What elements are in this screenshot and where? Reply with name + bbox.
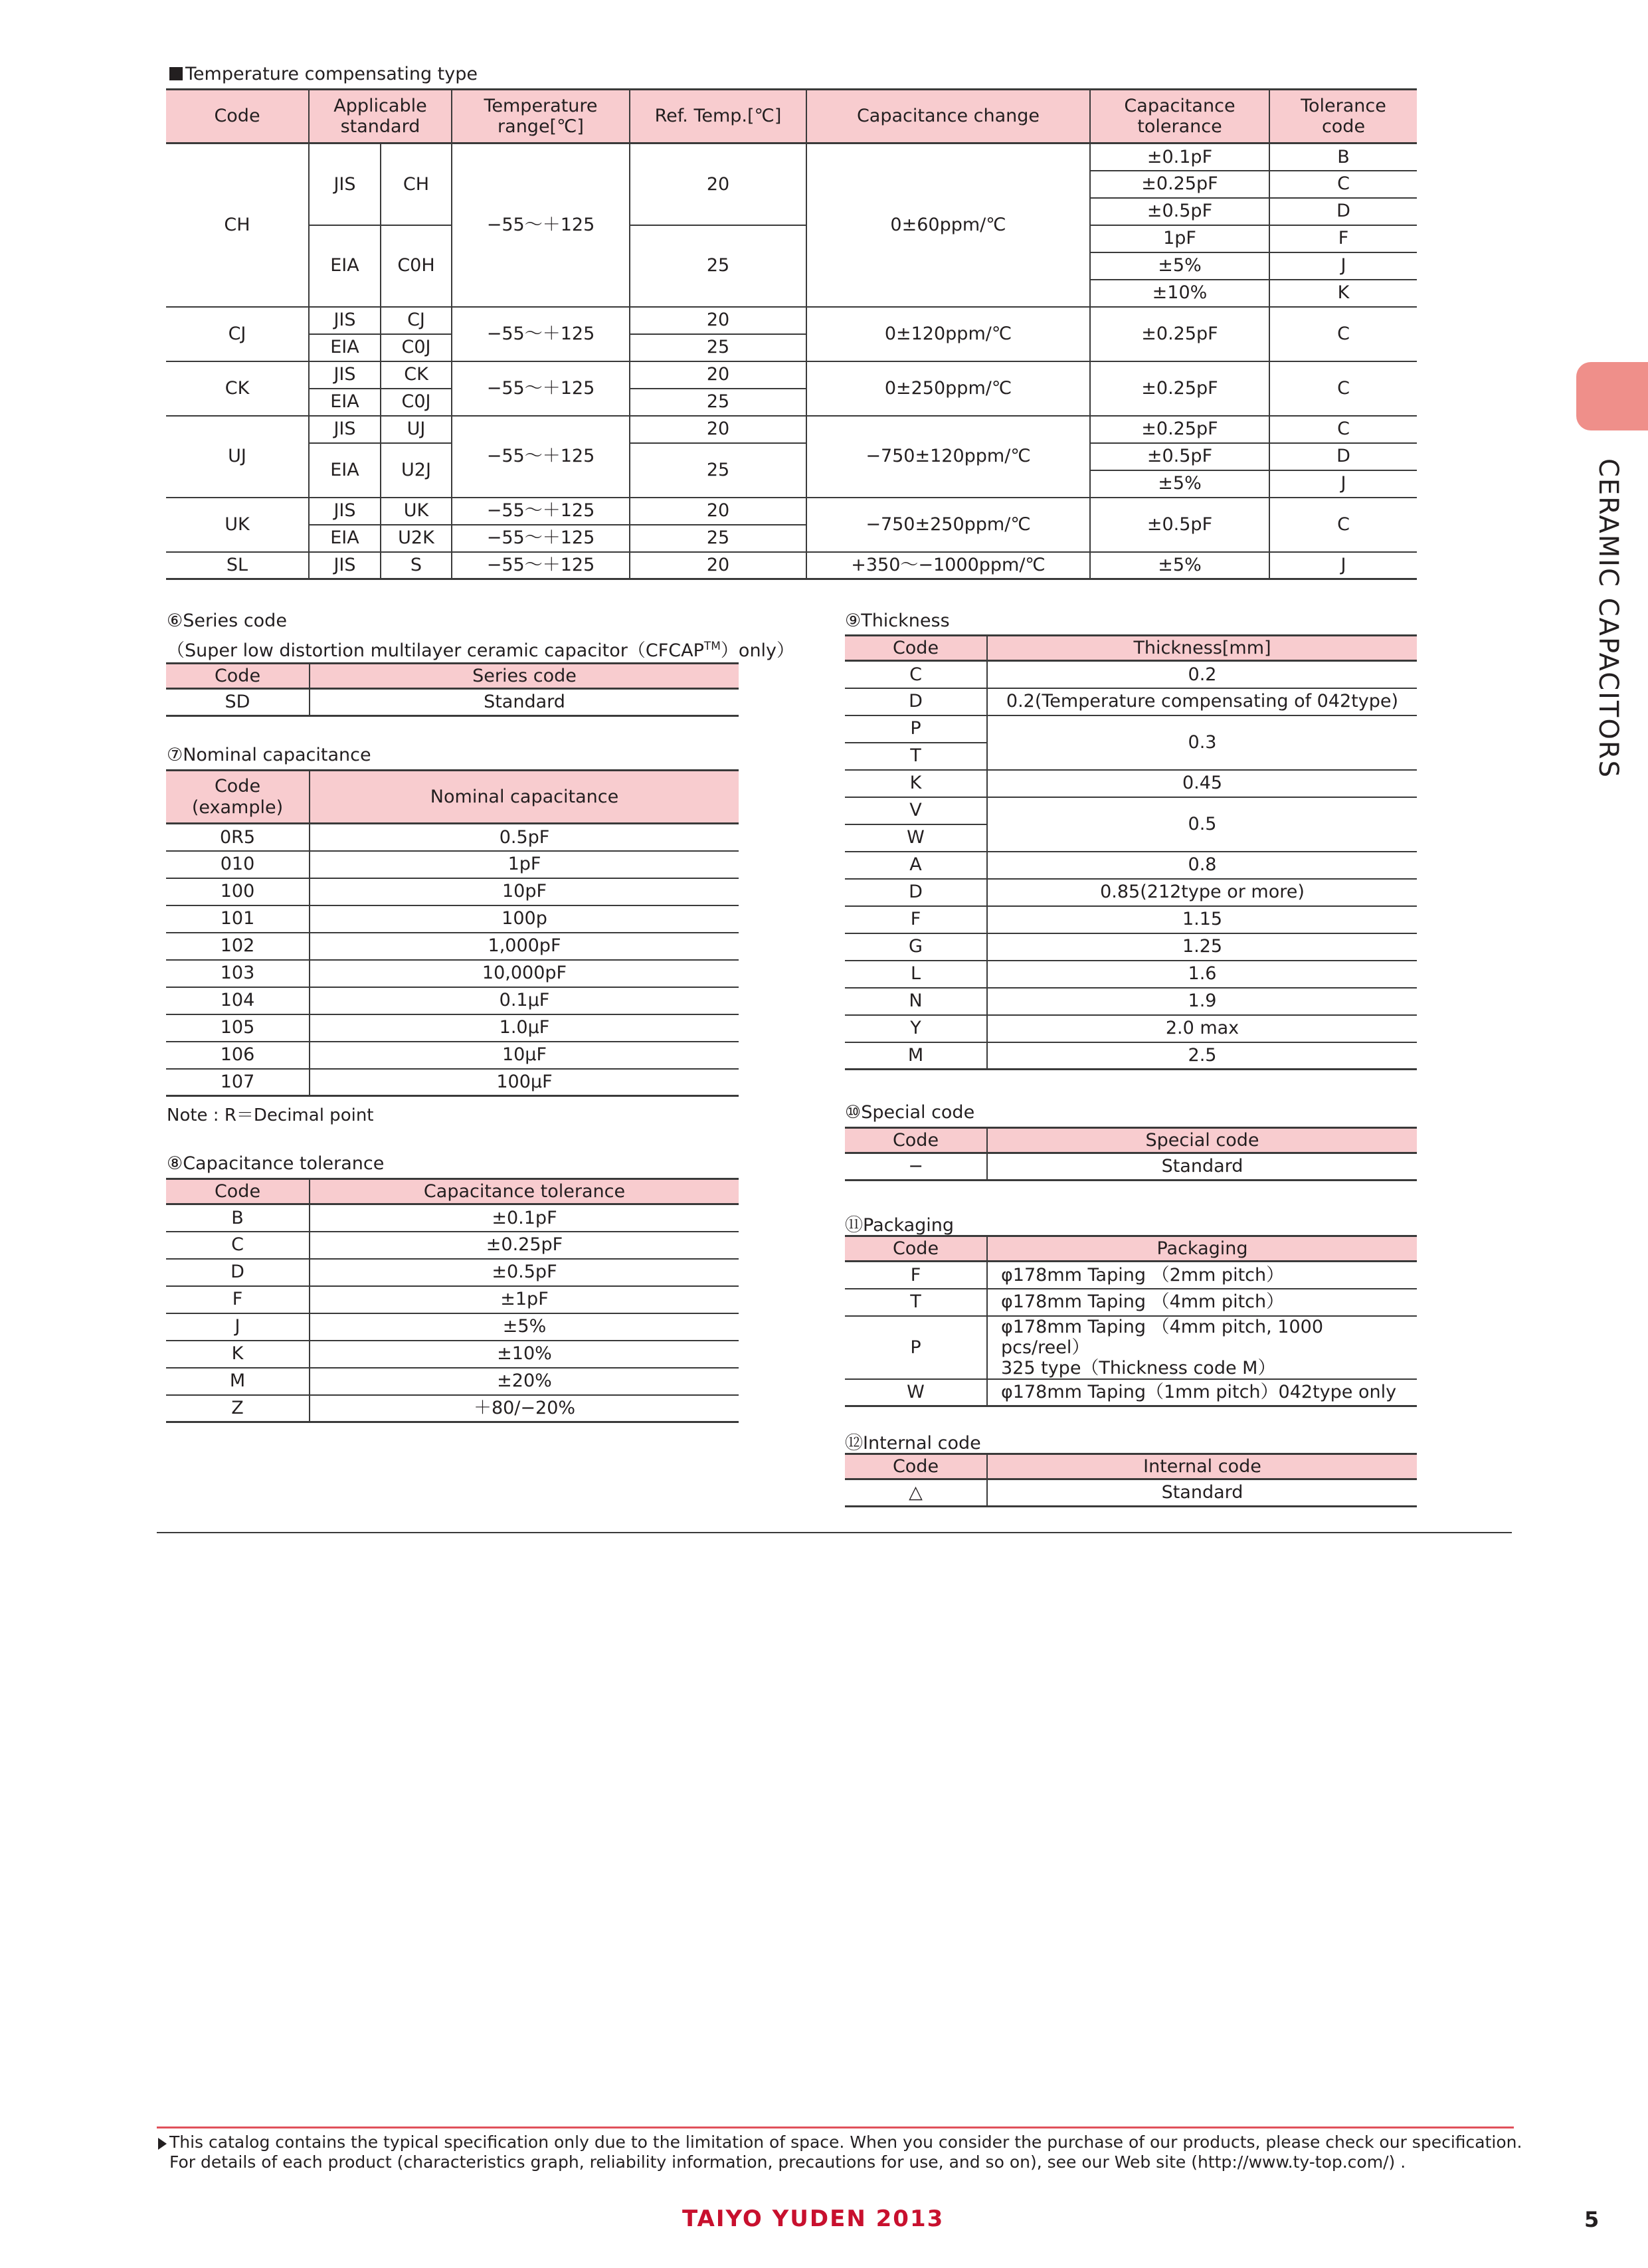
table-row: C ±0.25pF [166, 1232, 739, 1259]
table-row: − Standard [845, 1153, 1417, 1181]
table-row: F 1.15 [845, 906, 1417, 933]
table-row: A 0.8 [845, 852, 1417, 879]
table-row: 103 10,000pF [166, 960, 739, 987]
section-tab [1576, 362, 1648, 430]
tolerance-title: ⑧Capacitance tolerance [167, 1153, 385, 1174]
table-row: EIA C0J 25 [166, 389, 1417, 416]
internal-table: Code Internal code △ Standard [845, 1453, 1417, 1507]
table-row: T [845, 743, 1417, 770]
table-row: 107 100μF [166, 1069, 739, 1096]
nominal-title: ⑦Nominal capacitance [167, 745, 371, 765]
table-row: SL JIS S −55〜＋125 20 +350〜−1000ppm/℃ ±5% J [166, 552, 1417, 579]
table-row: CJ JIS CJ −55〜＋125 20 0±120ppm/℃ ±0.25pF C [166, 307, 1417, 334]
table-row: V 0.5 [845, 797, 1417, 824]
table-row: M 2.5 [845, 1042, 1417, 1070]
table-row: Y 2.0 max [845, 1015, 1417, 1042]
thickness-title: ⑨Thickness [845, 611, 950, 631]
col-code: Code [166, 90, 309, 143]
table-row: ±5% J [166, 470, 1417, 498]
table-row: CH JIS CH −55〜＋125 20 0±60ppm/℃ ±0.1pF B [166, 143, 1417, 171]
table-row: D ±0.5pF [166, 1259, 739, 1286]
table-row: 0R5 0.5pF [166, 824, 739, 851]
table-row: K 0.45 [845, 770, 1417, 797]
bullet-arrow-icon [158, 2138, 167, 2150]
table-row: UK JIS UK −55〜＋125 20 −750±250ppm/℃ ±0.5pF C [166, 498, 1417, 525]
page-number: 5 [1584, 2207, 1600, 2232]
col-tol-code: Tolerance code [1269, 90, 1417, 143]
table-row: P φ178mm Taping （4mm pitch, 1000 pcs/reel） 325 type（Thickness code M） [845, 1316, 1417, 1379]
series-title: ⑥Series code [167, 611, 287, 631]
table-row: 102 1,000pF [166, 933, 739, 960]
table-row: M ±20% [166, 1368, 739, 1395]
table-row: EIA U2J 25 ±0.5pF D [166, 443, 1417, 470]
footer-divider [157, 2126, 1514, 2128]
footer-note: This catalog contains the typical specification only due to the limitation of space. When you consider the purchase of our products, please check our specification. For details of each product (characteristics graph, reliability information, precautions for use, and so on), see our Web site (http://www.ty-top.com/) . [169, 2132, 1522, 2172]
col-cap-change: Capacitance change [806, 90, 1090, 143]
table-row: F φ178mm Taping （2mm pitch） [845, 1262, 1417, 1289]
tolerance-table: Code Capacitance tolerance B ±0.1pF C ±0.25pF D ±0.5pF F ±1pF J ±5% K ±10% M ±20% Z ＋80/−20% [166, 1178, 739, 1423]
temp-comp-table [166, 88, 1417, 580]
table-header-row [166, 90, 1417, 143]
special-title: ⑩Special code [845, 1102, 975, 1123]
table-row: EIA C0H 25 1pF F [166, 225, 1417, 252]
thickness-table: Code Thickness[mm] C 0.2 D 0.2(Temperature compensating of 042type) P 0.3 T K 0.45 V 0.5 W A 0.8 D 0.85(212type or more) F 1.15 G 1.25 L 1.6 N 1.9 Y 2.0 max M 2.5 [845, 634, 1417, 1070]
table-row: EIA U2K −55〜＋125 25 [166, 525, 1417, 552]
table-row: ±0.25pF C [166, 171, 1417, 198]
table-row: ±5% J [166, 252, 1417, 280]
table-row: N 1.9 [845, 988, 1417, 1015]
table-row: SD Standard [166, 689, 739, 716]
table-row: ±0.5pF D [166, 198, 1417, 225]
table-row: 010 1pF [166, 851, 739, 878]
internal-title: ⑫Internal code [845, 1433, 981, 1454]
col-ref-temp: Ref. Temp.[℃] [630, 90, 806, 143]
table-row: F ±1pF [166, 1286, 739, 1313]
table-row: 104 0.1μF [166, 987, 739, 1014]
table-row: △ Standard [845, 1479, 1417, 1507]
packaging-title: ⑪Packaging [845, 1215, 955, 1236]
temp-comp-title: Temperature compensating type [169, 64, 478, 84]
table-row: CK JIS CK −55〜＋125 20 0±250ppm/℃ ±0.25pF C [166, 361, 1417, 389]
section-divider [157, 1532, 1512, 1533]
col-cap-tol: Capacitance tolerance [1090, 90, 1269, 143]
table-row: Z ＋80/−20% [166, 1395, 739, 1422]
series-subtitle: （Super low distortion multilayer ceramic capacitor（CFCAP™）only） [167, 640, 795, 661]
brand-logo: TAIYO YUDEN 2013 [682, 2206, 945, 2232]
table-row: W [845, 824, 1417, 852]
table-row: W φ178mm Taping（1mm pitch）042type only [845, 1379, 1417, 1406]
table-row: UJ JIS UJ −55〜＋125 20 −750±120ppm/℃ ±0.25pF C [166, 416, 1417, 443]
table-row: D 0.85(212type or more) [845, 879, 1417, 906]
table-row: J ±5% [166, 1313, 739, 1341]
table-row: K ±10% [166, 1341, 739, 1368]
table-row: 106 10μF [166, 1042, 739, 1069]
table-row: P 0.3 [845, 715, 1417, 743]
series-table: Code Series code SD Standard [166, 662, 739, 717]
table-row: L 1.6 [845, 961, 1417, 988]
table-row: G 1.25 [845, 933, 1417, 961]
table-row: 100 10pF [166, 878, 739, 905]
table-row: 101 100p [166, 905, 739, 933]
table-row: EIA C0J 25 [166, 334, 1417, 361]
decimal-note: Note : R＝Decimal point [167, 1105, 374, 1125]
nominal-table: Code (example) Nominal capacitance 0R5 0.5pF 010 1pF 100 10pF 101 100p 102 1,000pF 103 10,000pF 104 0.1μF 105 1.0μF 106 10μF 107 100μF [166, 769, 739, 1097]
packaging-table: Code Packaging F φ178mm Taping （2mm pitch） T φ178mm Taping （4mm pitch） P φ178mm Taping （4mm pitch, 1000 pcs/reel） 325 type（Thickness code M） W φ178mm Taping（1mm pitch）042type only [845, 1235, 1417, 1407]
col-standard: Applicable standard [309, 90, 452, 143]
table-row: B ±0.1pF [166, 1204, 739, 1232]
table-row: C 0.2 [845, 661, 1417, 688]
col-temp-range: Temperature range[℃] [452, 90, 630, 143]
table-row: T φ178mm Taping （4mm pitch） [845, 1289, 1417, 1316]
table-row: D 0.2(Temperature compensating of 042type) [845, 688, 1417, 715]
table-row: 105 1.0μF [166, 1014, 739, 1042]
table-row: ±10% K [166, 280, 1417, 307]
square-bullet-icon [169, 67, 183, 80]
side-label: CERAMIC CAPACITORS [1593, 458, 1623, 779]
special-table: Code Special code − Standard [845, 1127, 1417, 1181]
